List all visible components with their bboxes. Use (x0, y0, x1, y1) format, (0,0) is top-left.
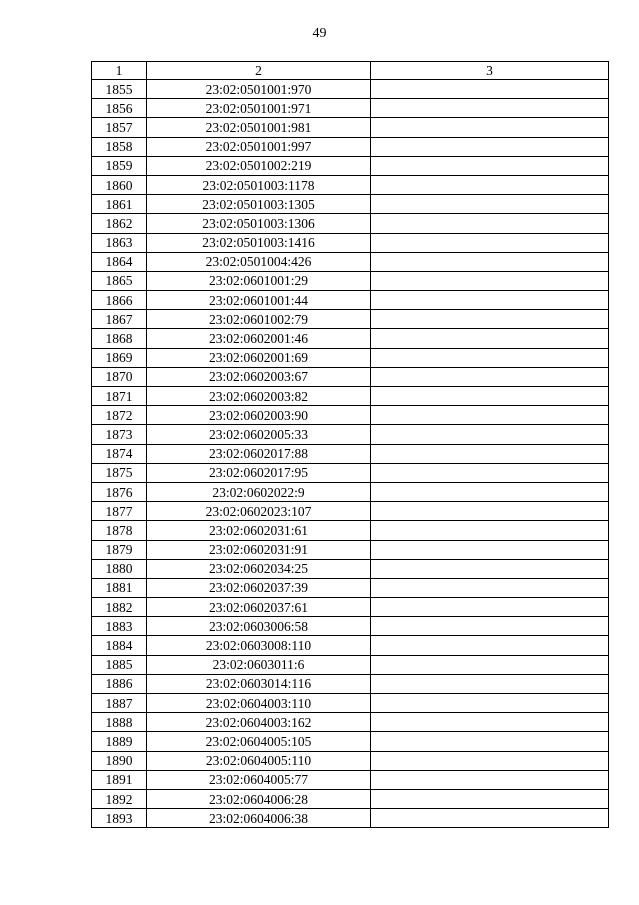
row-number-cell: 1878 (92, 521, 147, 540)
cadastral-number-cell: 23:02:0604005:110 (147, 751, 371, 770)
row-number-cell: 1888 (92, 713, 147, 732)
notes-cell (371, 214, 609, 233)
row-number-cell: 1892 (92, 789, 147, 808)
row-number-cell: 1880 (92, 559, 147, 578)
row-number-cell: 1885 (92, 655, 147, 674)
notes-cell (371, 636, 609, 655)
cadastral-number-cell: 23:02:0602022:9 (147, 482, 371, 501)
cadastral-number-cell: 23:02:0602031:91 (147, 540, 371, 559)
notes-cell (371, 329, 609, 348)
notes-cell (371, 118, 609, 137)
notes-cell (371, 751, 609, 770)
notes-cell (371, 482, 609, 501)
table-header-row (92, 62, 609, 80)
row-number-cell: 1881 (92, 578, 147, 597)
table-row (92, 732, 609, 751)
cadastral-number-cell: 23:02:0602037:39 (147, 578, 371, 597)
table-row (92, 329, 609, 348)
table-row (92, 137, 609, 156)
cadastral-number-cell: 23:02:0602001:46 (147, 329, 371, 348)
notes-cell (371, 137, 609, 156)
table-row (92, 406, 609, 425)
notes-cell (371, 387, 609, 406)
table-row (92, 348, 609, 367)
table-row (92, 540, 609, 559)
table-row (92, 367, 609, 386)
cadastral-number-cell: 23:02:0602003:82 (147, 387, 371, 406)
table-row (92, 770, 609, 789)
notes-cell (371, 540, 609, 559)
row-number-cell: 1893 (92, 809, 147, 828)
column-header-cadastral-number: 2 (147, 62, 371, 80)
row-number-cell: 1886 (92, 674, 147, 693)
notes-cell (371, 521, 609, 540)
notes-cell (371, 694, 609, 713)
notes-cell (371, 348, 609, 367)
row-number-cell: 1889 (92, 732, 147, 751)
cadastral-number-cell: 23:02:0604005:105 (147, 732, 371, 751)
notes-cell (371, 789, 609, 808)
row-number-cell: 1887 (92, 694, 147, 713)
table-row (92, 598, 609, 617)
notes-cell (371, 674, 609, 693)
table-row (92, 559, 609, 578)
table-row (92, 99, 609, 118)
table-row (92, 291, 609, 310)
table-row (92, 674, 609, 693)
notes-cell (371, 559, 609, 578)
cadastral-number-cell: 23:02:0604005:77 (147, 770, 371, 789)
cadastral-number-cell: 23:02:0602017:88 (147, 444, 371, 463)
table-row (92, 387, 609, 406)
row-number-cell: 1870 (92, 367, 147, 386)
notes-cell (371, 809, 609, 828)
cadastral-number-cell: 23:02:0602037:61 (147, 598, 371, 617)
row-number-cell: 1874 (92, 444, 147, 463)
cadastral-number-cell: 23:02:0501001:997 (147, 137, 371, 156)
notes-cell (371, 310, 609, 329)
row-number-cell: 1875 (92, 463, 147, 482)
notes-cell (371, 578, 609, 597)
table-row (92, 118, 609, 137)
notes-cell (371, 175, 609, 194)
cadastral-number-cell: 23:02:0601001:29 (147, 271, 371, 290)
notes-cell (371, 252, 609, 271)
cadastral-number-cell: 23:02:0603008:110 (147, 636, 371, 655)
table-row (92, 751, 609, 770)
table-row (92, 175, 609, 194)
cadastral-number-cell: 23:02:0602001:69 (147, 348, 371, 367)
row-number-cell: 1861 (92, 195, 147, 214)
table-body (92, 80, 609, 828)
column-header-number: 1 (92, 62, 147, 80)
table-row (92, 425, 609, 444)
notes-cell (371, 80, 609, 99)
row-number-cell: 1862 (92, 214, 147, 233)
row-number-cell: 1883 (92, 617, 147, 636)
row-number-cell: 1867 (92, 310, 147, 329)
notes-cell (371, 271, 609, 290)
cadastral-number-cell: 23:02:0501003:1305 (147, 195, 371, 214)
notes-cell (371, 502, 609, 521)
table-row (92, 195, 609, 214)
cadastral-number-cell: 23:02:0604006:28 (147, 789, 371, 808)
row-number-cell: 1869 (92, 348, 147, 367)
cadastral-number-cell: 23:02:0601002:79 (147, 310, 371, 329)
table-row (92, 482, 609, 501)
row-number-cell: 1858 (92, 137, 147, 156)
row-number-cell: 1857 (92, 118, 147, 137)
cadastral-number-cell: 23:02:0603006:58 (147, 617, 371, 636)
table-row (92, 156, 609, 175)
row-number-cell: 1879 (92, 540, 147, 559)
cadastral-number-cell: 23:02:0602034:25 (147, 559, 371, 578)
cadastral-number-cell: 23:02:0501003:1178 (147, 175, 371, 194)
cadastral-number-cell: 23:02:0501003:1306 (147, 214, 371, 233)
table-row (92, 252, 609, 271)
notes-cell (371, 598, 609, 617)
cadastral-table (91, 61, 609, 828)
row-number-cell: 1865 (92, 271, 147, 290)
notes-cell (371, 99, 609, 118)
table-row (92, 80, 609, 99)
row-number-cell: 1868 (92, 329, 147, 348)
cadastral-number-cell: 23:02:0604003:162 (147, 713, 371, 732)
table-row (92, 789, 609, 808)
notes-cell (371, 770, 609, 789)
table-row (92, 713, 609, 732)
column-header-notes: 3 (371, 62, 609, 80)
table-row (92, 809, 609, 828)
row-number-cell: 1876 (92, 482, 147, 501)
cadastral-number-cell: 23:02:0604006:38 (147, 809, 371, 828)
row-number-cell: 1891 (92, 770, 147, 789)
notes-cell (371, 195, 609, 214)
cadastral-number-cell: 23:02:0501001:970 (147, 80, 371, 99)
row-number-cell: 1855 (92, 80, 147, 99)
row-number-cell: 1863 (92, 233, 147, 252)
cadastral-number-cell: 23:02:0501003:1416 (147, 233, 371, 252)
table-row (92, 521, 609, 540)
cadastral-number-cell: 23:02:0501001:981 (147, 118, 371, 137)
row-number-cell: 1884 (92, 636, 147, 655)
row-number-cell: 1864 (92, 252, 147, 271)
cadastral-number-cell: 23:02:0603011:6 (147, 655, 371, 674)
cadastral-number-cell: 23:02:0501001:971 (147, 99, 371, 118)
table-row (92, 694, 609, 713)
cadastral-number-cell: 23:02:0602017:95 (147, 463, 371, 482)
notes-cell (371, 425, 609, 444)
notes-cell (371, 233, 609, 252)
row-number-cell: 1866 (92, 291, 147, 310)
table-row (92, 233, 609, 252)
notes-cell (371, 655, 609, 674)
table-row (92, 636, 609, 655)
notes-cell (371, 713, 609, 732)
table-row (92, 578, 609, 597)
notes-cell (371, 406, 609, 425)
cadastral-number-cell: 23:02:0602003:90 (147, 406, 371, 425)
table-row (92, 617, 609, 636)
cadastral-number-cell: 23:02:0602031:61 (147, 521, 371, 540)
table-row (92, 655, 609, 674)
notes-cell (371, 444, 609, 463)
cadastral-number-cell: 23:02:0603014:116 (147, 674, 371, 693)
notes-cell (371, 291, 609, 310)
row-number-cell: 1872 (92, 406, 147, 425)
notes-cell (371, 732, 609, 751)
notes-cell (371, 617, 609, 636)
row-number-cell: 1856 (92, 99, 147, 118)
row-number-cell: 1882 (92, 598, 147, 617)
cadastral-number-cell: 23:02:0501002:219 (147, 156, 371, 175)
table-row (92, 502, 609, 521)
table-row (92, 271, 609, 290)
table-row (92, 214, 609, 233)
notes-cell (371, 156, 609, 175)
cadastral-number-cell: 23:02:0601001:44 (147, 291, 371, 310)
table-row (92, 463, 609, 482)
page-number: 49 (312, 26, 327, 41)
row-number-cell: 1871 (92, 387, 147, 406)
table-row (92, 310, 609, 329)
cadastral-number-cell: 23:02:0602003:67 (147, 367, 371, 386)
cadastral-number-cell: 23:02:0501004:426 (147, 252, 371, 271)
row-number-cell: 1859 (92, 156, 147, 175)
cadastral-number-cell: 23:02:0604003:110 (147, 694, 371, 713)
row-number-cell: 1860 (92, 175, 147, 194)
cadastral-number-cell: 23:02:0602023:107 (147, 502, 371, 521)
row-number-cell: 1873 (92, 425, 147, 444)
row-number-cell: 1890 (92, 751, 147, 770)
notes-cell (371, 463, 609, 482)
cadastral-number-cell: 23:02:0602005:33 (147, 425, 371, 444)
notes-cell (371, 367, 609, 386)
table-row (92, 444, 609, 463)
row-number-cell: 1877 (92, 502, 147, 521)
